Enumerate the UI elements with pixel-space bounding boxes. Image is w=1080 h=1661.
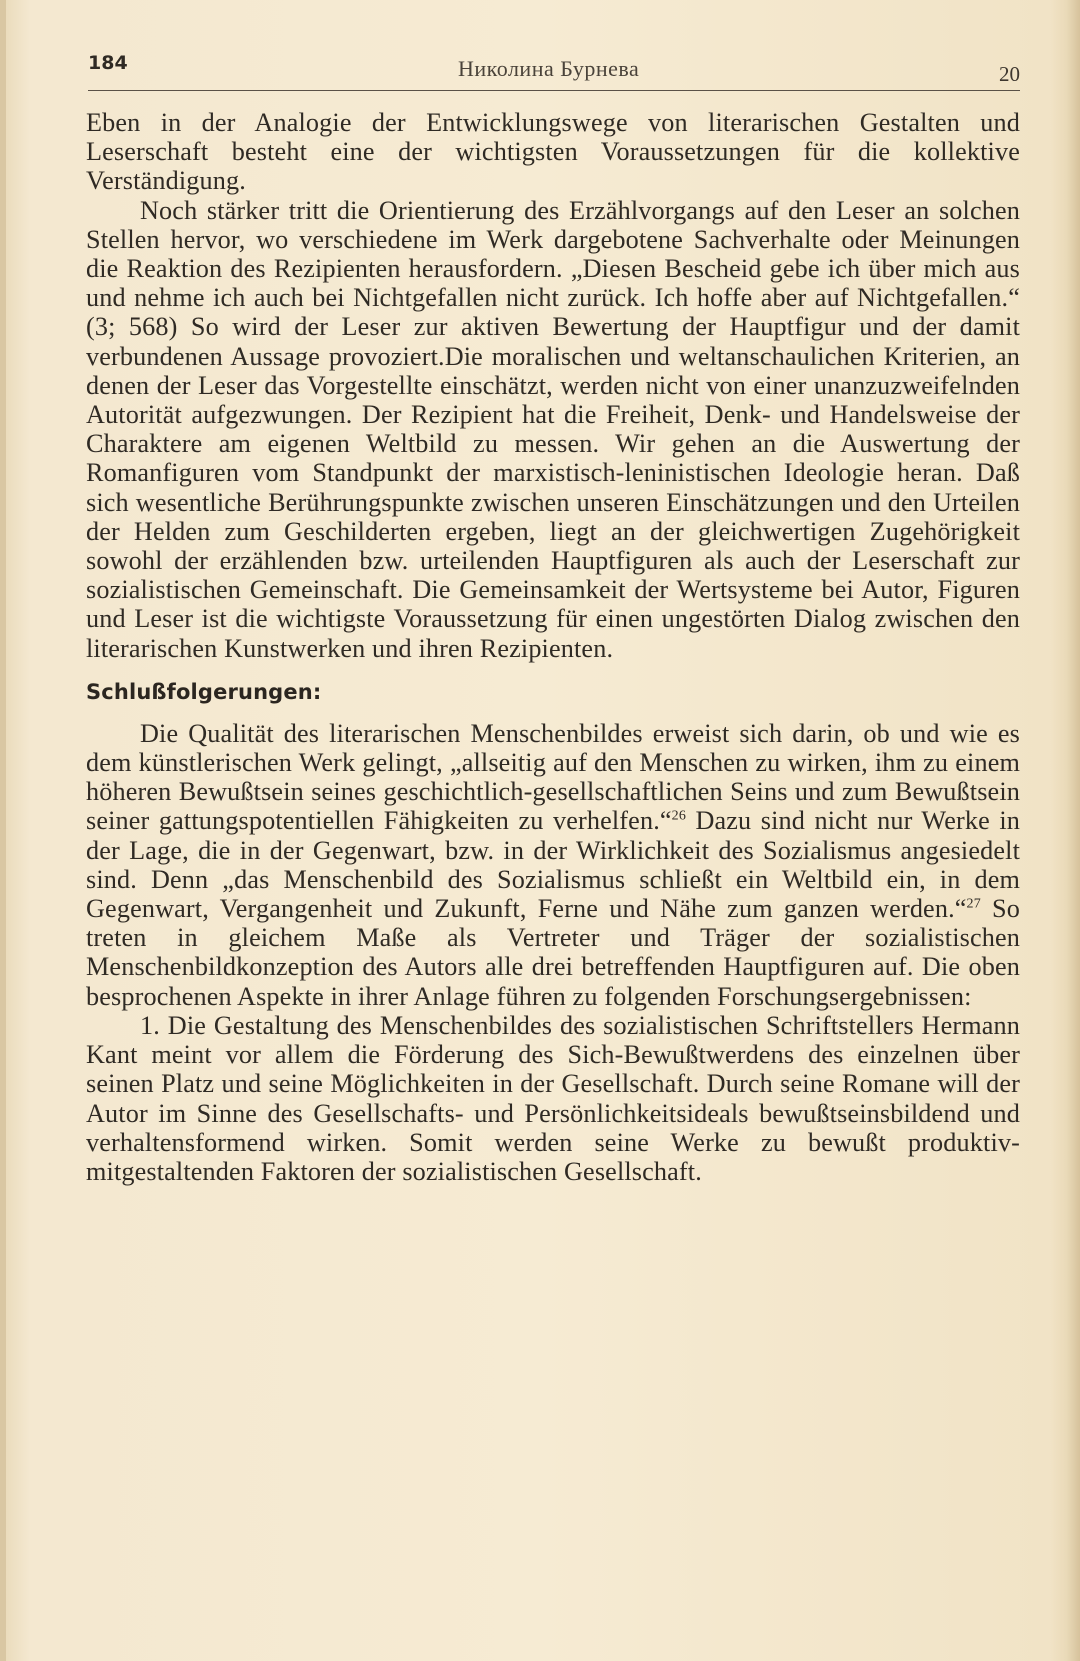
footnote-ref-26: 26 <box>671 808 686 824</box>
footnote-ref-27: 27 <box>966 896 981 912</box>
section-heading: Schlußfolgerungen: <box>86 679 322 704</box>
body-text <box>86 108 1020 1186</box>
conclusion-text-b: Dazu sind nicht nur Werke in der Lage, die in der Gegenwart, bzw. in der Wirklichkeit des Sozialismus angesiedelt sind. Denn „das Menschenbild des Sozialismus schließt ein Weltbild ein, in dem Gegenwart, Vergangenheit und Zukunft, Ferne und Nähe zum ganzen werden.“ <box>86 806 1020 924</box>
page-number: 184 <box>88 52 128 74</box>
running-head: Николина Бурнева <box>458 56 640 81</box>
conclusion-paragraph-2: 1. Die Gestaltung des Menschenbildes des sozialistischen Schriftstellers Hermann Kant meint vor allem die Förderung des Sich-Bewußtwerdens des einzelnen über seinen Platz und seine Möglichkeiten in der Gesellschaft. Durch seine Romane will der Autor im Sinne des Gesellschafts- und Persönlichkeitsideals bewußtseinsbildend und verhaltensformend wirken. Somit werden seine Werke zu bewußt produktiv-mitgestaltenden Faktoren der sozialistischen Gesellschaft. <box>86 1010 1020 1186</box>
conclusion-text-c: So treten in gleichem Maße als Vertreter und Träger der sozialistischen Menschenbildkonzeption des Autors alle drei betreffenden Hauptfiguren auf. Die oben besprochenen Aspekte in ihrer Anlage führen zu folgenden Forschungsergebnissen: <box>86 894 1020 1011</box>
page-edge-left <box>0 0 6 1661</box>
paragraph-2: Noch stärker tritt die Orientierung des Erzählvorgangs auf den Leser an solchen Stellen hervor, wo verschiedene im Werk dargebotene Sachverhalte oder Meinungen die Reaktion des Rezipienten herausfordern. „Diesen Bescheid gebe ich über mich aus und nehme ich auch bei Nichtgefallen nicht zurück. Ich hoffe aber auf Nichtgefallen.“ (3; 568) So wird der Leser zur aktiven Bewertung der Hauptfigur und der damit verbundenen Aussage provoziert.Die moralischen und weltanschaulichen Kriterien, an denen der Leser das Vorgestellte einschätzt, werden nicht von einer unanzuzweifelnden Autorität aufgezwungen. Der Rezipient hat die Freiheit, Denk- und Handelsweise der Charaktere am eigenen Weltbild zu messen. Wir gehen an die Auswertung der Romanfiguren vom Standpunkt der marxistisch-leninistischen Ideologie heran. Daß sich wesentliche Berührungspunkte zwischen unseren Einschätzungen und den Urteilen der Helden zum Geschilderten ergeben, liegt an der gleichwertigen Zugehörigkeit sowohl der erzählenden bzw. urteilenden Hauptfiguren als auch der Leserschaft zur sozialistischen Gemeinschaft. Die Gemeinsamkeit der Wertsysteme bei Autor, Figuren und Leser ist die wichtigste Voraussetzung für einen ungestörten Dialog zwischen den literarischen Kunstwerken und ihren Rezipienten. <box>86 195 1020 663</box>
folio-number: 20 <box>999 62 1020 86</box>
header-rule <box>88 90 1020 91</box>
page-edge-right <box>1066 0 1080 1661</box>
paragraph-1: Eben in der Analogie der Entwicklungswege von literarischen Gestalten und Leserschaft besteht eine der wichtigsten Voraussetzungen für die kollektive Verständigung. <box>86 108 1020 196</box>
conclusion-paragraph-1 <box>86 719 1020 1011</box>
conclusion-text-a: Die Qualität des literarischen Menschenbildes erweist sich darin, ob und wie es dem künstlerischen Werk gelingt, „allseitig auf den Menschen zu wirken, ihm zu einem höheren Bewußtsein seines geschichtlich-gesellschaftlichen Seins und zum Bewußtsein seiner gattungspotentiellen Fähigkeiten zu verhelfen.“ <box>86 718 1020 836</box>
page-header <box>88 52 1020 92</box>
